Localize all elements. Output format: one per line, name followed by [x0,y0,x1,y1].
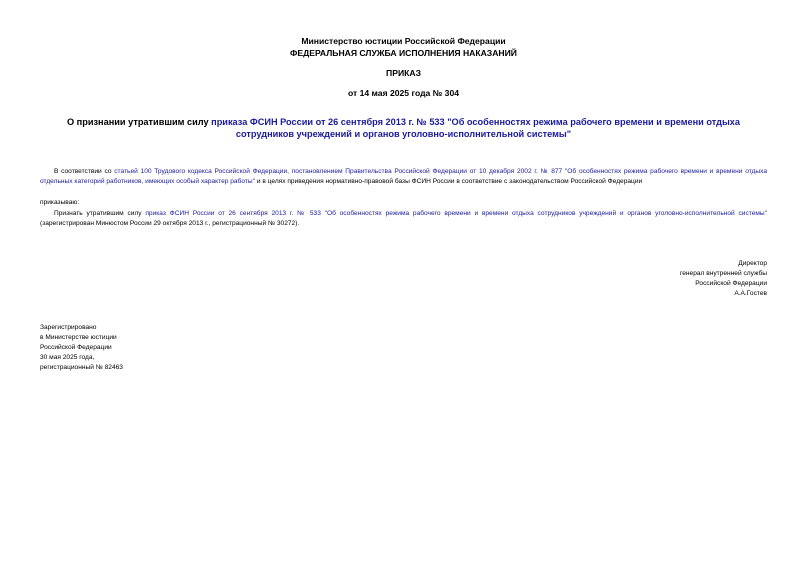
registration-block [40,323,340,373]
order-subject [40,116,767,140]
operative-paragraph [40,209,767,229]
operative-prefix: Признать утратившим силу [54,210,146,217]
registration-line-1: Зарегистрировано [40,324,97,331]
preamble-link[interactable]: статьей 100 Трудового кодекса Российской Федерации, постановлением Правительства Российской Федерации от 10 декабря 2002 г. № 877 "Об особенностях режима рабочего времени и времени отдыха отдельных категорий работников, имеющих особый характер работы" [40,168,767,185]
signature-rank: генерал внутренней службы [679,270,767,277]
subject-prefix: О признании утратившим силу [66,117,212,127]
registration-number: регистрационный № 82463 [40,364,123,371]
signature-name: А.А.Гостев [734,290,767,297]
orders-word: приказываю: [40,199,80,206]
subject-link[interactable]: приказа ФСИН России от 26 сентября 2013 г. № 533 "Об особенностях режима рабочего времени и времени отдыха сотрудников учреждений и органов уголовно-исполнительной системы" [211,117,741,139]
order-date-number: от 14 мая 2025 года № 304 [347,88,460,98]
signature-block [467,259,767,299]
preamble-prefix: В соответствии со [54,168,115,175]
operative-link[interactable]: приказ ФСИН России от 26 сентября 2013 г. № 533 "Об особенностях режима рабочего времени и времени отдыха сотрудников учреждений и органов уголовно-исполнительной системы" [145,210,768,217]
ministry-name: Министерство юстиции Российской Федерации [301,36,506,46]
registration-date: 30 мая 2025 года, [40,354,95,361]
signature-position: Директор [738,260,767,267]
registration-line-2: в Министерстве юстиции [40,334,117,341]
preamble-paragraph [40,167,767,187]
service-name: ФЕДЕРАЛЬНАЯ СЛУЖБА ИСПОЛНЕНИЯ НАКАЗАНИЙ [290,48,517,58]
operative-suffix: (зарегистрирован Минюстом России 29 октября 2013 г., регистрационный № 30272). [40,220,300,227]
order-title: ПРИКАЗ [386,68,421,78]
document-header [0,35,807,59]
signature-country: Российской Федерации [695,280,767,287]
preamble-suffix: и в целях приведения нормативно-правовой базы ФСИН России в соответствие с законодательством Российской Федерации [254,178,643,185]
registration-line-3: Российской Федерации [40,344,112,351]
